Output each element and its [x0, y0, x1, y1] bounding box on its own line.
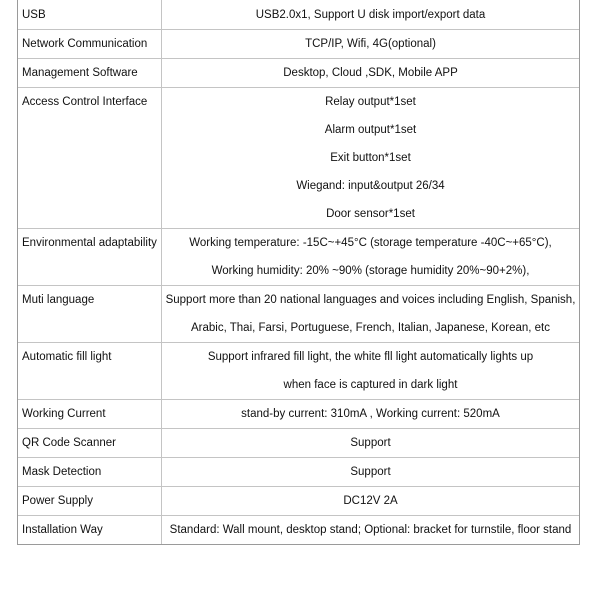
- spec-label: Mask Detection: [18, 458, 162, 486]
- spec-row-access-control-interface: [18, 88, 579, 229]
- spec-label: Working Current: [18, 400, 162, 428]
- spec-value: Support infrared fill light, the white fll light automatically lights up when face is captured in dark light: [207, 351, 534, 391]
- spec-row-qr-code-scanner: [18, 429, 579, 458]
- spec-value: USB2.0x1, Support U disk import/export data: [255, 9, 486, 21]
- spec-value: Relay output*1set Alarm output*1set Exit button*1set Wiegand: input&output 26/34 Door sensor*1set: [296, 96, 445, 220]
- spec-label: QR Code Scanner: [18, 429, 162, 457]
- spec-row-multi-language: [18, 286, 579, 343]
- spec-value: Desktop, Cloud ,SDK, Mobile APP: [283, 67, 458, 79]
- spec-value: Standard: Wall mount, desktop stand; Optional: bracket for turnstile, floor stand: [169, 524, 572, 536]
- spec-table: [17, 0, 580, 545]
- spec-row-management-software: [18, 59, 579, 88]
- spec-row-mask-detection: [18, 458, 579, 487]
- spec-label: Automatic fill light: [18, 343, 162, 399]
- spec-value: Working temperature: -15C~+45°C (storage temperature -40C~+65°C), Working humidity: 20% ~90% (storage humidity 20%~90+2%),: [189, 237, 552, 277]
- spec-label: Management Software: [18, 59, 162, 87]
- spec-label: Network Communication: [18, 30, 162, 58]
- spec-row-installation-way: [18, 516, 579, 544]
- spec-value: Support more than 20 national languages and voices including English, Spanish, Arabic, Thai, Farsi, Portuguese, French, Italian, Japanese, Korean, etc: [165, 294, 576, 334]
- spec-label: Environmental adaptability: [18, 229, 162, 285]
- spec-label: USB: [18, 0, 162, 29]
- spec-value: TCP/IP, Wifi, 4G(optional): [305, 38, 436, 50]
- spec-row-usb: [18, 0, 579, 30]
- spec-row-automatic-fill-light: [18, 343, 579, 400]
- spec-value: DC12V 2A: [343, 495, 398, 507]
- spec-row-network-communication: [18, 30, 579, 59]
- spec-row-working-current: [18, 400, 579, 429]
- spec-row-environmental-adaptability: [18, 229, 579, 286]
- spec-label: Installation Way: [18, 516, 162, 544]
- spec-label: Muti language: [18, 286, 162, 342]
- spec-value: Support: [350, 466, 391, 478]
- spec-value: Support: [350, 437, 391, 449]
- spec-value: stand-by current: 310mA , Working current: 520mA: [241, 408, 500, 420]
- spec-label: Power Supply: [18, 487, 162, 515]
- spec-row-power-supply: [18, 487, 579, 516]
- spec-label: Access Control Interface: [18, 88, 162, 228]
